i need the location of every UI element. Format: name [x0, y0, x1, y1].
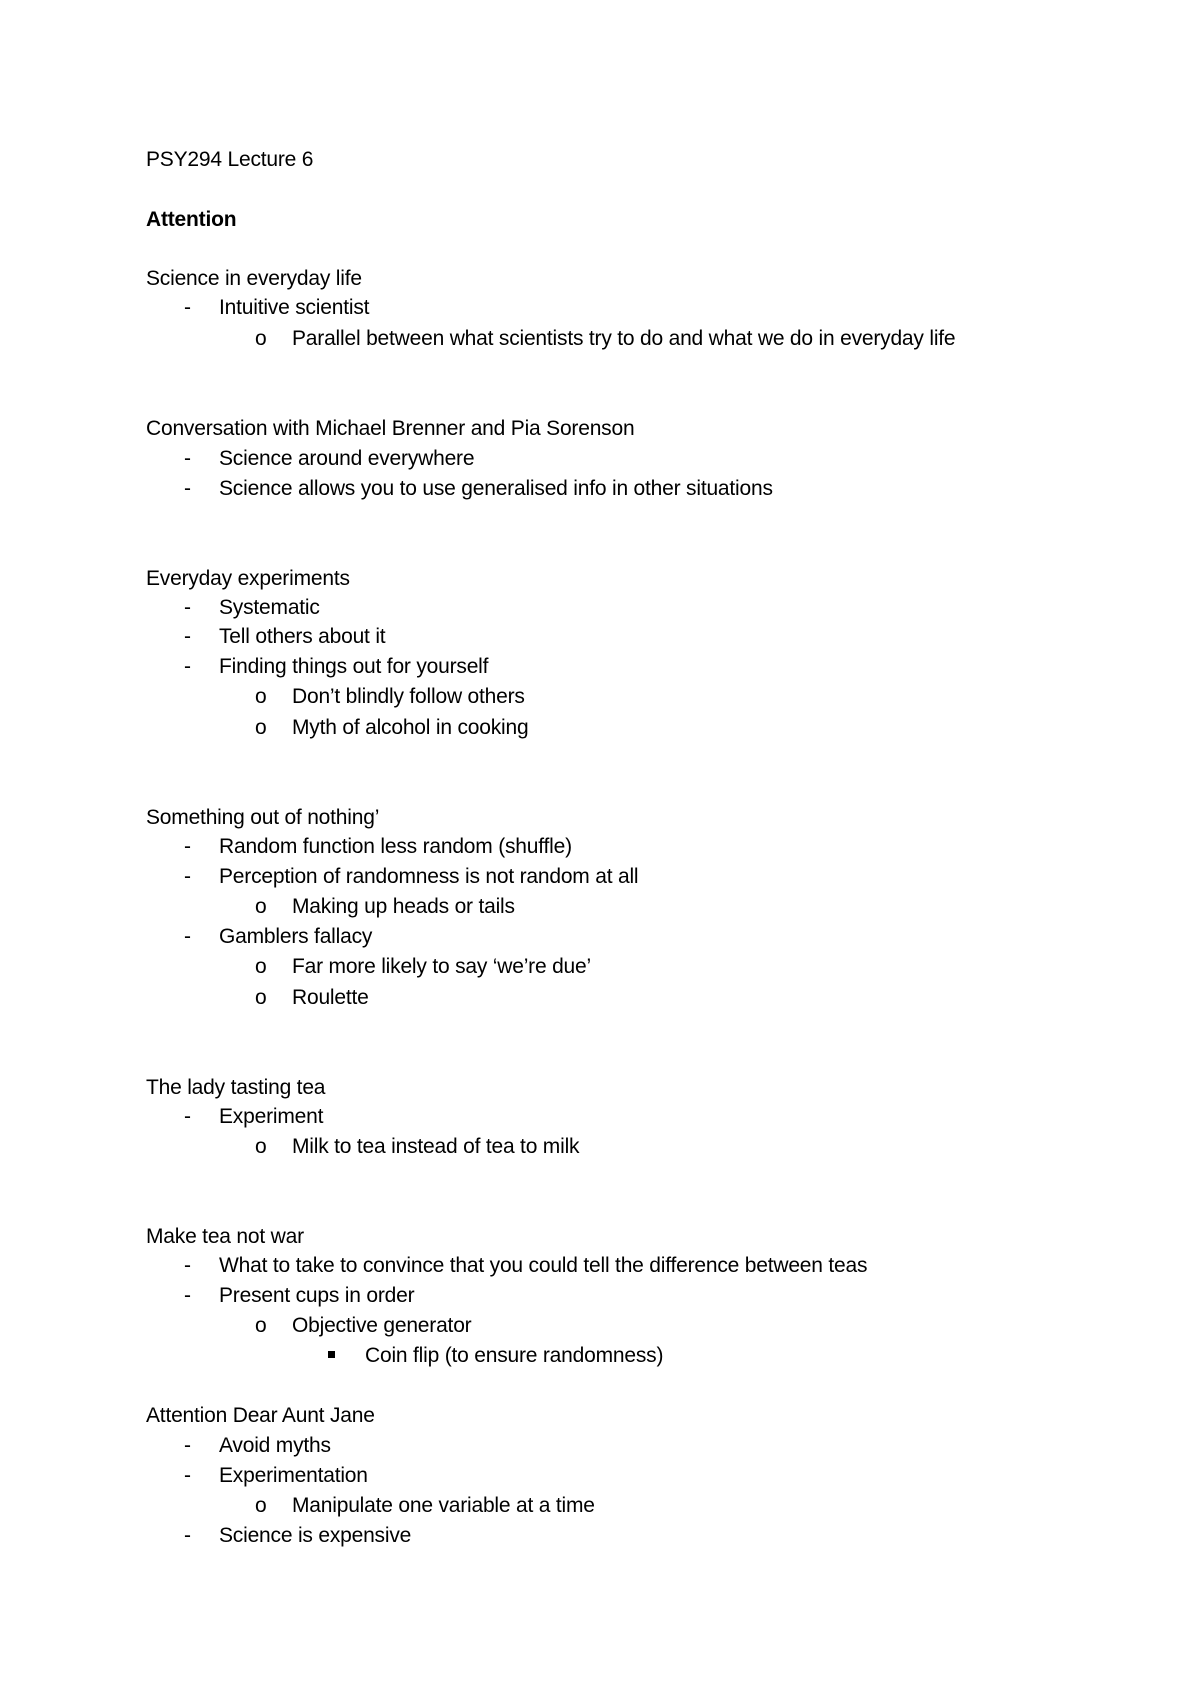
sub-list-item: Far more likely to say ‘we’re due’ — [292, 955, 591, 978]
dash-bullet: - — [184, 296, 191, 319]
circle-bullet: o — [255, 1135, 267, 1158]
list-item: Avoid myths — [219, 1434, 331, 1457]
list-item: Systematic — [219, 596, 320, 619]
list-item: Science around everywhere — [219, 447, 475, 470]
list-item: Tell others about it — [219, 625, 386, 648]
list-item: Science is expensive — [219, 1524, 412, 1547]
dash-bullet: - — [184, 1284, 191, 1307]
section-title: Attention Dear Aunt Jane — [146, 1404, 375, 1427]
list-item: What to take to convince that you could tell the difference between teas — [219, 1254, 868, 1277]
section-title: Conversation with Michael Brenner and Pia Sorenson — [146, 417, 635, 440]
sub-list-item: Myth of alcohol in cooking — [292, 716, 529, 739]
dash-bullet: - — [184, 625, 191, 648]
document-title: PSY294 Lecture 6 — [146, 148, 314, 171]
circle-bullet: o — [255, 327, 267, 350]
circle-bullet: o — [255, 955, 267, 978]
sub-list-item: Objective generator — [292, 1314, 472, 1337]
dash-bullet: - — [184, 835, 191, 858]
circle-bullet: o — [255, 895, 267, 918]
dash-bullet: - — [184, 1464, 191, 1487]
dash-bullet: - — [184, 1524, 191, 1547]
dash-bullet: - — [184, 447, 191, 470]
list-item: Experimentation — [219, 1464, 368, 1487]
dash-bullet: - — [184, 925, 191, 948]
section-title: Something out of nothing’ — [146, 806, 380, 829]
list-item: Finding things out for yourself — [219, 655, 489, 678]
section-title: The lady tasting tea — [146, 1076, 326, 1099]
sub-list-item: Don’t blindly follow others — [292, 685, 525, 708]
dash-bullet: - — [184, 1254, 191, 1277]
sub-sub-list-item: Coin flip (to ensure randomness) — [365, 1344, 664, 1367]
dash-bullet: - — [184, 1105, 191, 1128]
circle-bullet: o — [255, 1494, 267, 1517]
list-item: Perception of randomness is not random at all — [219, 865, 639, 888]
list-item: Gamblers fallacy — [219, 925, 373, 948]
document-heading: Attention — [146, 208, 237, 231]
list-item: Science allows you to use generalised info in other situations — [219, 477, 773, 500]
sub-list-item: Milk to tea instead of tea to milk — [292, 1135, 580, 1158]
list-item: Random function less random (shuffle) — [219, 835, 572, 858]
list-item: Intuitive scientist — [219, 296, 370, 319]
circle-bullet: o — [255, 716, 267, 739]
section-title: Everyday experiments — [146, 567, 350, 590]
dash-bullet: - — [184, 655, 191, 678]
circle-bullet: o — [255, 685, 267, 708]
sub-list-item: Roulette — [292, 986, 369, 1009]
dash-bullet: - — [184, 477, 191, 500]
list-item: Present cups in order — [219, 1284, 415, 1307]
sub-list-item: Parallel between what scientists try to do and what we do in everyday life — [292, 327, 956, 350]
dash-bullet: - — [184, 1434, 191, 1457]
dash-bullet: - — [184, 865, 191, 888]
dash-bullet: - — [184, 596, 191, 619]
list-item: Experiment — [219, 1105, 324, 1128]
sub-list-item: Making up heads or tails — [292, 895, 515, 918]
square-bullet-icon — [328, 1343, 335, 1369]
section-title: Science in everyday life — [146, 267, 362, 290]
section-title: Make tea not war — [146, 1225, 304, 1248]
circle-bullet: o — [255, 986, 267, 1009]
sub-list-item: Manipulate one variable at a time — [292, 1494, 595, 1517]
circle-bullet: o — [255, 1314, 267, 1337]
